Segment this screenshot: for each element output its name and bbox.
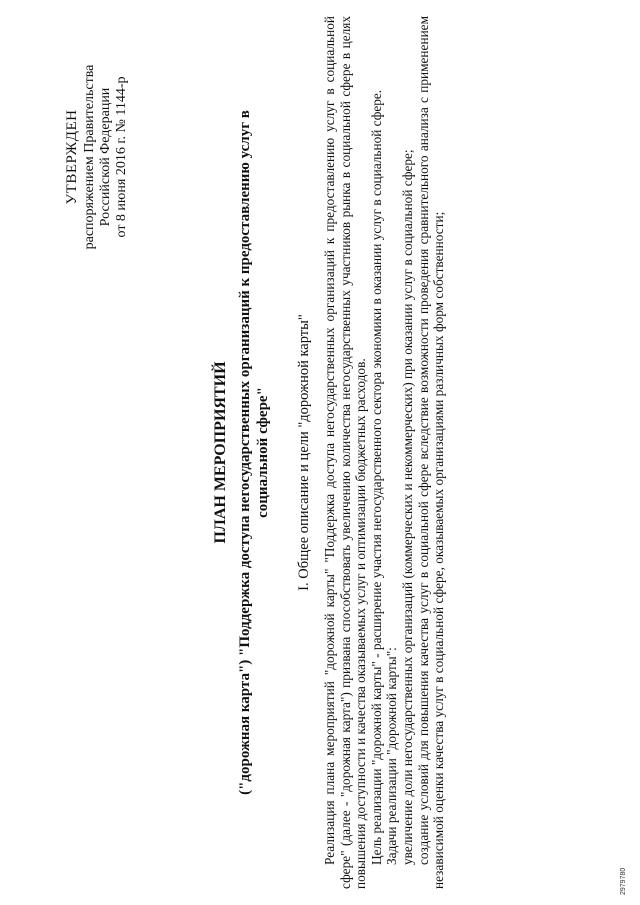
paragraph: Цель реализации "дорожной карты" - расширение участия негосударственного сектора экономики в оказании услуг в социальной сфере. [368,89,384,865]
approval-line-1: распоряжением Правительства [82,64,97,250]
document-subtitle: ("дорожная карта") "Поддержка доступа негосударственных организаций к предоставлению услуг в социальной сфере" [237,110,271,795]
document-title: ПЛАН МЕРОПРИЯТИЙ [212,361,229,544]
body-text [322,16,447,889]
approval-line-3: от 8 июня 2016 г. № 1144-р [114,76,129,238]
paragraph: создание условий для повышения качества услуг в социальной сфере вследствие возможности проведения сравнительного анализа с применением независимой оценки качества услуг в социальной сфере, оказываемых организациями различных форм собственности; [415,16,447,889]
approval-line-2: Российской Федерации [98,87,113,227]
paragraph: Реализация плана мероприятий "дорожной карты" "Поддержка доступа негосударственных организаций к предоставлению услуг в социальной сфере" (далее - "дорожная карта") призвана способствовать увеличению количества негосударственных участников рынка в социальной сфере в целях повышения доступности и качества оказываемых услуг и оптимизации бюджетных расходов. [322,16,369,889]
paragraph: Задачи реализации "дорожной карты": [384,647,400,865]
approval-block [64,37,130,277]
document-stamp: 2979780 [620,867,627,895]
paragraph: увеличение доли негосударственных организаций (коммерческих и некоммерческих) при оказании услуг в социальной сфере; [399,149,415,865]
approval-heading: УТВЕРЖДЕН [64,109,80,205]
section-heading: I. Общее описание и цели "дорожной карты" [296,314,312,591]
